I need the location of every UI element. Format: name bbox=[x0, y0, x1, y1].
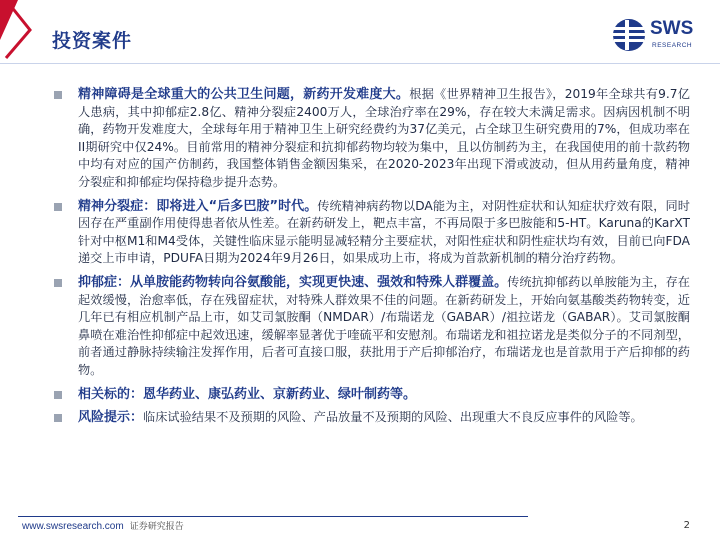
bullet-square-icon bbox=[54, 91, 62, 99]
bullet-heading: 抑郁症：从单胺能药物转向谷氨酸能，实现更快速、强效和特殊人群覆盖。 bbox=[78, 274, 508, 290]
bullet-heading: 精神障碍是全球重大的公共卫生问题，新药开发难度大。 bbox=[78, 87, 410, 102]
bullet-body: 临床试验结果不及预期的风险、产品放量不及预期的风险、出现重大不良反应事件的风险等。 bbox=[143, 410, 643, 425]
logo-globe-icon bbox=[612, 18, 646, 52]
content-list bbox=[54, 86, 690, 433]
header-divider bbox=[0, 63, 720, 64]
bullet-body: 传统精神病药物以DA能为主，对阴性症状和认知症状疗效有限，同时因存在严重副作用使得患者依从性差。在新药研发上，靶点丰富，不再局限于多巴胺能和5-HT。Karuna的KarXT针对中枢M1和M4受体，关键性临床显示能明显减轻精分主要症状，对阳性症状和阴性症状均有效，目前已向FDA递交上市申请，PDUFA日期为2024年9月26日，如果成功上市，将成为首款新机制的精分治疗药物。 bbox=[78, 198, 690, 266]
bullet-heading: 精神分裂症：即将进入“后多巴胺”时代。 bbox=[78, 198, 318, 214]
bullet-square-icon bbox=[54, 203, 62, 211]
bullet-square-icon bbox=[54, 279, 62, 287]
bullet-item bbox=[54, 409, 690, 427]
footer-label: 证券研究报告 bbox=[129, 522, 184, 532]
bullet-body: 根据《世界精神卫生报告》，2019年全球共有9.7亿人患病，其中抑郁症2.8亿、精神分裂症2400万人，全球治疗率在29%，存在较大未满足需求。因病因机制不明确，药物开发难度大，全球每年用于精神卫生上研究经费约为37亿美元，占全球卫生研究费用的7%，但成功率在II期研究中仅24%。目前常用的精神分裂症和抗抑郁药物均较为集中，且以仿制药为主，在我国使用的前十款药物中均有对应的国产仿制药，我国整体销售金额因集采，在2020-2023年出现下滑或波动，但从用药量角度，精神分裂症和抑郁症均保持稳步提升态势。 bbox=[78, 87, 690, 189]
corner-accent bbox=[0, 0, 40, 60]
bullet-item bbox=[54, 86, 690, 192]
bullet-item bbox=[54, 198, 690, 268]
sws-logo bbox=[612, 16, 702, 56]
bullet-heading: 相关标的：恩华药业、康弘药业、京新药业、绿叶制药等。 bbox=[78, 386, 417, 402]
bullet-item bbox=[54, 386, 690, 404]
logo-subtext: RESEARCH bbox=[652, 42, 693, 49]
bullet-square-icon bbox=[54, 391, 62, 399]
footer-website-link[interactable]: www.swsresearch.com bbox=[22, 521, 124, 532]
footer-divider bbox=[18, 516, 528, 517]
bullet-item bbox=[54, 274, 690, 380]
logo-text: SWS bbox=[650, 18, 694, 39]
footer bbox=[22, 519, 184, 532]
page-number: 2 bbox=[683, 520, 690, 531]
bullet-body: 传统抗抑郁药以单胺能为主，存在起效缓慢，治愈率低，存在残留症状，对特殊人群效果不佳的问题。在新药研发上，开始向氨基酸类药物转变，近几年已有相应机制产品上市，如艾司氯胺酮（NMDAR）/布瑞诺龙（GABAR）/祖拉诺龙（GABAR）。艾司氯胺酮鼻喷在难治性抑郁症中起效迅速，缓解率显著优于喹硫平和安慰剂。布瑞诺龙和祖拉诺龙是类似分子的不同剂型，前者通过静脉持续输注发挥作用，后者可直接口服，获批用于产后抑郁治疗，布瑞诺龙也是首款用于产后抑郁的药物。 bbox=[78, 274, 690, 377]
bullet-square-icon bbox=[54, 414, 62, 422]
page-title: 投资案件 bbox=[52, 30, 133, 52]
bullet-heading: 风险提示： bbox=[78, 410, 144, 426]
